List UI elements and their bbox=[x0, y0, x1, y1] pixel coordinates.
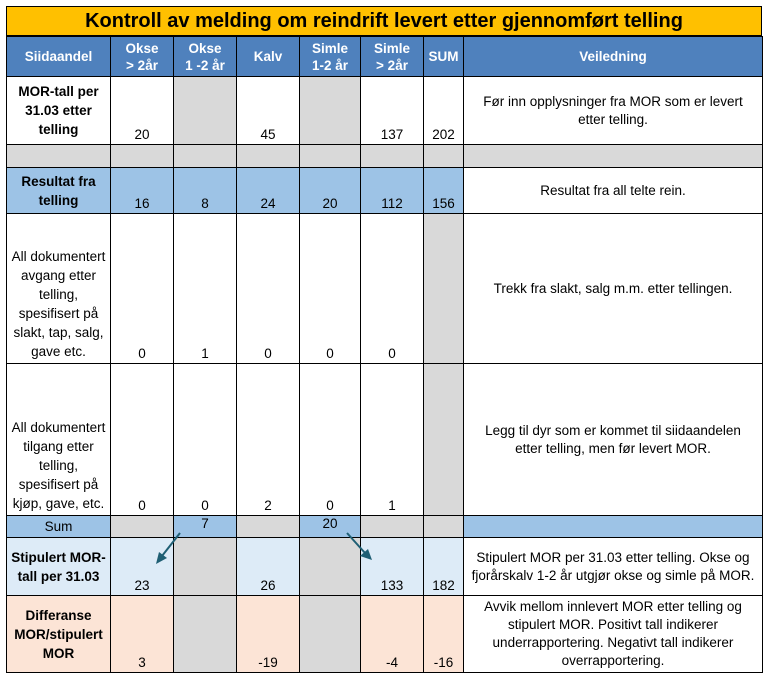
cell-tilgang-okse2[interactable]: 0 bbox=[111, 364, 174, 516]
guide-avgang: Trekk fra slakt, salg m.m. etter tellingen. bbox=[464, 214, 763, 364]
cell-mor-sum: 202 bbox=[424, 77, 464, 145]
guide-resultat: Resultat fra all telte rein. bbox=[464, 168, 763, 214]
separator-cell bbox=[111, 145, 174, 168]
cell-sum-okse12: 7 bbox=[174, 516, 237, 538]
table-row-resultat bbox=[7, 168, 763, 214]
table-row-stipulert bbox=[7, 538, 763, 596]
table-row-sum bbox=[7, 516, 763, 538]
cell-resultat-simle12: 20 bbox=[300, 168, 361, 214]
cell-stipulert-simle2: 133 bbox=[361, 538, 424, 596]
separator-cell bbox=[237, 145, 300, 168]
row-label-stipulert: Stipulert MOR-tall per 31.03 bbox=[7, 538, 111, 596]
arrow-left-icon bbox=[150, 530, 186, 570]
cell-avgang-simle12[interactable]: 0 bbox=[300, 214, 361, 364]
sheet-title: Kontroll av melding om reindrift levert etter gjennomført telling bbox=[6, 6, 762, 36]
cell-differanse-simle2: -4 bbox=[361, 596, 424, 673]
cell-resultat-simle2: 112 bbox=[361, 168, 424, 214]
row-label-mor: MOR-tall per 31.03 etter telling bbox=[7, 77, 111, 145]
cell-resultat-kalv: 24 bbox=[237, 168, 300, 214]
separator-cell bbox=[7, 145, 111, 168]
cell-tilgang-kalv[interactable]: 2 bbox=[237, 364, 300, 516]
separator-row bbox=[7, 145, 763, 168]
guide-differanse: Avvik mellom innlevert MOR etter telling og stipulert MOR. Positivt tall indikerer underrapportering. Negativt tall indikerer overrapportering. bbox=[464, 596, 763, 673]
row-label-differanse: Differanse MOR/stipulert MOR bbox=[7, 596, 111, 673]
cell-avgang-sum bbox=[424, 214, 464, 364]
cell-tilgang-simle12[interactable]: 0 bbox=[300, 364, 361, 516]
separator-cell bbox=[300, 145, 361, 168]
cell-differanse-okse2: 3 bbox=[111, 596, 174, 673]
cell-mor-simle12 bbox=[300, 77, 361, 145]
cell-resultat-okse12: 8 bbox=[174, 168, 237, 214]
header-kalv: Kalv bbox=[237, 37, 300, 77]
header-veiledning: Veiledning bbox=[464, 37, 763, 77]
cell-mor-simle2[interactable]: 137 bbox=[361, 77, 424, 145]
table-row-differanse bbox=[7, 596, 763, 673]
header-row bbox=[7, 37, 763, 77]
cell-avgang-okse2[interactable]: 0 bbox=[111, 214, 174, 364]
cell-tilgang-sum bbox=[424, 364, 464, 516]
cell-tilgang-okse12[interactable]: 0 bbox=[174, 364, 237, 516]
header-siidaandel: Siidaandel bbox=[7, 37, 111, 77]
cell-stipulert-okse2: 23 bbox=[111, 538, 174, 596]
cell-differanse-simle12 bbox=[300, 596, 361, 673]
separator-cell bbox=[174, 145, 237, 168]
table-row-tilgang bbox=[7, 364, 763, 516]
guide-mor: Før inn opplysninger fra MOR som er levert etter telling. bbox=[464, 77, 763, 145]
header-simle-1-2: Simle 1-2 år bbox=[300, 37, 361, 77]
cell-stipulert-kalv: 26 bbox=[237, 538, 300, 596]
cell-avgang-simle2[interactable]: 0 bbox=[361, 214, 424, 364]
cell-differanse-okse12 bbox=[174, 596, 237, 673]
cell-avgang-okse12[interactable]: 1 bbox=[174, 214, 237, 364]
cell-resultat-okse2: 16 bbox=[111, 168, 174, 214]
cell-resultat-sum: 156 bbox=[424, 168, 464, 214]
cell-tilgang-simle2[interactable]: 1 bbox=[361, 364, 424, 516]
table-row-avgang bbox=[7, 214, 763, 364]
cell-stipulert-sum: 182 bbox=[424, 538, 464, 596]
cell-sum-kalv bbox=[237, 516, 300, 538]
cell-sum-simle12: 20 bbox=[300, 516, 361, 538]
row-label-resultat: Resultat fra telling bbox=[7, 168, 111, 214]
row-label-sum: Sum bbox=[7, 516, 111, 538]
guide-stipulert: Stipulert MOR per 31.03 etter telling. Okse og fjorårskalv 1-2 år utgjør okse og simle på MOR. bbox=[464, 538, 763, 596]
cell-differanse-kalv: -19 bbox=[237, 596, 300, 673]
header-simle-over-2: Simle > 2år bbox=[361, 37, 424, 77]
header-sum: SUM bbox=[424, 37, 464, 77]
separator-cell bbox=[464, 145, 763, 168]
cell-differanse-sum: -16 bbox=[424, 596, 464, 673]
header-okse-over-2: Okse > 2år bbox=[111, 37, 174, 77]
control-table bbox=[6, 36, 763, 673]
row-label-tilgang: All dokumentert tilgang etter telling, spesifisert på kjøp, gave, etc. bbox=[7, 364, 111, 516]
separator-cell bbox=[424, 145, 464, 168]
table-row-mor bbox=[7, 77, 763, 145]
arrow-right-icon bbox=[342, 530, 378, 570]
header-okse-1-2: Okse 1 -2 år bbox=[174, 37, 237, 77]
cell-mor-okse2[interactable]: 20 bbox=[111, 77, 174, 145]
guide-tilgang: Legg til dyr som er kommet til siidaandelen etter telling, men før levert MOR. bbox=[464, 364, 763, 516]
cell-avgang-kalv[interactable]: 0 bbox=[237, 214, 300, 364]
row-label-avgang: All dokumentert avgang etter telling, spesifisert på slakt, tap, salg, gave etc. bbox=[7, 214, 111, 364]
cell-sum-sum bbox=[424, 516, 464, 538]
cell-mor-okse12 bbox=[174, 77, 237, 145]
cell-mor-kalv[interactable]: 45 bbox=[237, 77, 300, 145]
separator-cell bbox=[361, 145, 424, 168]
guide-sum bbox=[464, 516, 763, 538]
